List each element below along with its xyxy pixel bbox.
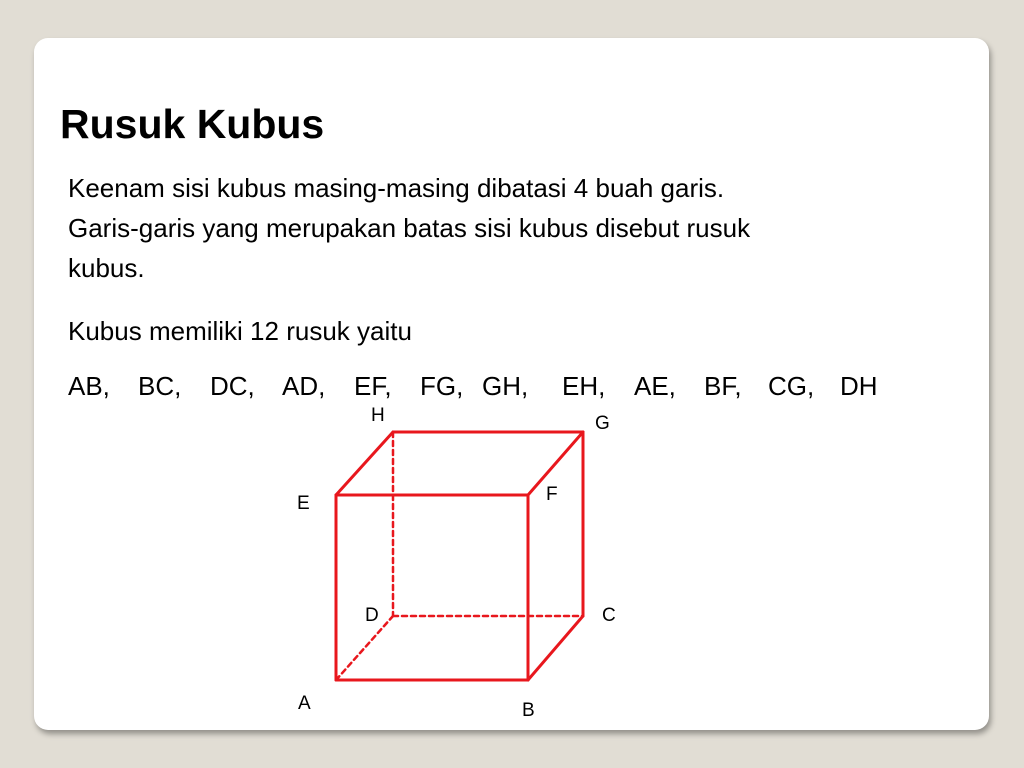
vertex-label-b: B (522, 700, 535, 721)
definition-line-3: kubus. (68, 253, 145, 283)
vertex-label-a: A (298, 693, 311, 714)
definition-line-2: Garis-garis yang merupakan batas sisi kubus disebut rusuk (68, 213, 751, 243)
vertex-label-d: D (365, 605, 379, 626)
vertex-label-e: E (297, 493, 310, 514)
vertex-label-g: G (595, 413, 610, 434)
edge-item: AB, (68, 371, 110, 401)
edge-item: BF, (704, 371, 742, 401)
edge-item: CG, (768, 371, 815, 401)
slide-title: Rusuk Kubus (60, 101, 325, 147)
edge-item: GH, (482, 371, 529, 401)
edge-item: BC, (138, 371, 182, 401)
edge-item: FG, (420, 371, 464, 401)
vertex-label-h: H (371, 405, 385, 426)
edge-item: DH (840, 371, 878, 401)
edge-item: AD, (282, 371, 326, 401)
definition-line-1: Keenam sisi kubus masing-masing dibatasi 4 buah garis. (68, 173, 725, 203)
edge-item: AE, (634, 371, 676, 401)
edge-bc (528, 616, 583, 680)
edge-item: EH, (562, 371, 606, 401)
edge-item: DC, (210, 371, 255, 401)
edge-count-text: Kubus memiliki 12 rusuk yaitu (68, 316, 412, 346)
vertex-label-f: F (546, 484, 558, 505)
edge-eh (336, 432, 393, 495)
vertex-label-c: C (602, 605, 616, 626)
edge-item: EF, (354, 371, 392, 401)
